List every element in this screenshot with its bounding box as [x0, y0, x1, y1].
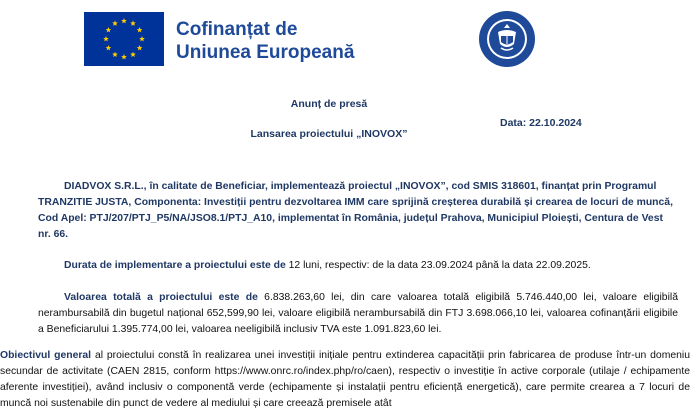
duration-label: Durata de implementare a proiectului este de	[64, 260, 286, 271]
document-header	[0, 0, 700, 85]
value-label: Valoarea totală a proiectului este de	[64, 292, 258, 303]
eu-line-1: Cofinanțat de	[176, 19, 298, 40]
intro-paragraph	[38, 179, 678, 243]
eu-cofinancing-label	[176, 18, 354, 64]
duration-paragraph	[64, 258, 684, 274]
eu-line-2: Uniunea Europeană	[176, 42, 355, 63]
press-release-date: Data: 22.10.2024	[500, 117, 582, 129]
eu-flag-icon	[84, 12, 164, 66]
value-text: 6.838.263,60 lei, din care valoarea totală eligibilă 5.746.440,00 lei, valoare eligibilă nerambursabilă din bugetul național 652,599,90 lei, valoare eligibilă nerambursabilă din FTJ 3.698.066,10 lei, valoarea cofinanțării eligibile a Beneficiarului 1.395.774,00 lei, valoarea neeligibilă inclusiv TVA este 1.091.823,60 lei.	[38, 292, 678, 335]
objective-paragraph	[0, 348, 690, 412]
objective-label: Obiectivul general	[0, 350, 92, 361]
objective-text: al proiectului constă în realizarea unei investiții inițiale pentru extinderea capacității prin fabricarea de produse într-un domeniu secundar de activitate (CAEN 2815, conform https://www.onrc.ro/index.php/ro/caen), respectiv o investiție în active corporale (utilaje / echipamente aferente investiției), având inclusiv o componentă verde (echipamente și instalații pentru eficiență energetică), care permite crearea a 7 locuri de muncă noi sustenabile din punct de vedere al mediului și care creează premisele atât	[0, 350, 690, 409]
romanian-government-seal-icon	[478, 10, 536, 68]
duration-value: 12 luni, respectiv: de la data 23.09.2024 până la data 22.09.2025.	[285, 260, 591, 271]
project-launch-subheading: Lansarea proiectului „INOVOX”	[250, 128, 408, 140]
value-paragraph	[38, 290, 678, 338]
press-release-heading: Anunț de presă	[290, 98, 368, 110]
intro-text: DIADVOX S.R.L., în calitate de Beneficiar, implementează proiectul „INOVOX”, cod SMIS 318601, finanțat prin Programul TRANZITIE JUSTA, Componenta: Investiții pentru dezvoltarea IMM care sprijină creșterea durabilă și crearea de locuri de muncă, Cod Apel: PTJ/207/PTJ_P5/NA/JSO8.1/PTJ_A10, implementat în România, județul Prahova, Municipiul Ploiești, Centura de Vest nr. 66.	[38, 181, 673, 240]
